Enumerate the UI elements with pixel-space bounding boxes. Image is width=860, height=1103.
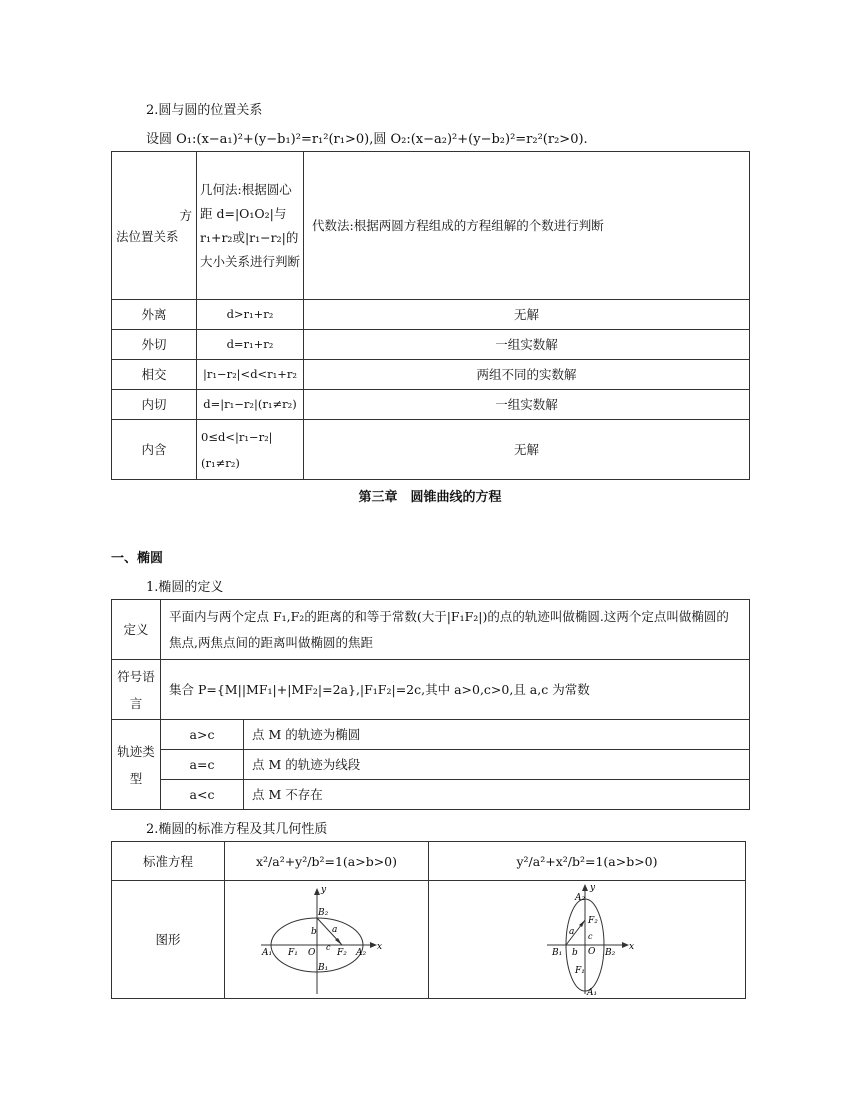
relation-cell: 外离 bbox=[112, 300, 197, 330]
vertical-ellipse-figure bbox=[429, 882, 745, 998]
x-axis-arrow bbox=[370, 942, 377, 948]
label-y: y bbox=[321, 884, 327, 895]
standard-equation-label: 标准方程 bbox=[112, 842, 225, 881]
label-B1: B₁ bbox=[318, 962, 329, 973]
relation-cell: 内含 bbox=[112, 420, 197, 480]
label-B2: B₂ bbox=[318, 907, 329, 918]
y-axis-arrow bbox=[314, 888, 320, 895]
label-a: a bbox=[569, 926, 575, 937]
algebraic-result-cell: 一组实数解 bbox=[304, 390, 750, 420]
label-c: c bbox=[588, 931, 593, 941]
figure-vertical-cell bbox=[429, 881, 746, 999]
label-F2: F₂ bbox=[337, 947, 347, 958]
y-axis-arrow bbox=[582, 884, 588, 891]
label-F1: F₁ bbox=[575, 965, 585, 976]
locus-condition-cell: a=c bbox=[161, 750, 244, 780]
label-x: x bbox=[377, 941, 383, 952]
geometric-condition-cell: d=r₁+r₂ bbox=[197, 330, 304, 360]
label-y: y bbox=[590, 882, 596, 893]
label-A2: A₂ bbox=[356, 947, 367, 958]
equation-vertical: y²/a²+x²/b²=1(a>b>0) bbox=[429, 842, 746, 881]
subsection-title-definition: 1.椭圆的定义 bbox=[146, 580, 224, 595]
circle-relation-table bbox=[111, 151, 750, 480]
label-O: O bbox=[588, 946, 596, 957]
algebraic-result-cell: 两组不同的实数解 bbox=[304, 360, 750, 390]
circle-setup-text: 设圆 O₁:(x−a₁)²+(y−b₁)²=r₁²(r₁>0),圆 O₂:(x−a₂)²+(y−b₂)²=r₂²(r₂>0). bbox=[146, 132, 588, 147]
definition-label: 定义 bbox=[112, 600, 161, 660]
label-A1: A₁ bbox=[262, 947, 273, 958]
label-O: O bbox=[308, 947, 316, 958]
horizontal-ellipse-figure bbox=[225, 882, 428, 998]
locus-result-cell: 点 M 的轨迹为椭圆 bbox=[244, 720, 750, 750]
locus-condition-cell: a>c bbox=[161, 720, 244, 750]
equation-horizontal: x²/a²+y²/b²=1(a>b>0) bbox=[225, 842, 429, 881]
ellipse-standard-table bbox=[111, 841, 746, 999]
locus-type-label: 轨迹类型 bbox=[112, 720, 161, 810]
label-A2: A₂ bbox=[575, 892, 586, 903]
part-title-ellipse: 一、椭圆 bbox=[111, 551, 164, 566]
symbol-language-text: 集合 P={M||MF₁|+|MF₂|=2a},|F₁F₂|=2c,其中 a>0,c>0,且 a,c 为常数 bbox=[161, 660, 750, 720]
algebraic-method-header: 代数法:根据两圆方程组成的方程组解的个数进行判断 bbox=[304, 152, 750, 300]
algebraic-result-cell: 无解 bbox=[304, 300, 750, 330]
label-F2: F₂ bbox=[588, 915, 598, 926]
relation-cell: 内切 bbox=[112, 390, 197, 420]
symbol-language-label: 符号语言 bbox=[112, 660, 161, 720]
label-c: c bbox=[326, 942, 331, 952]
algebraic-result-cell: 一组实数解 bbox=[304, 330, 750, 360]
subsection-title-standard-equation: 2.椭圆的标准方程及其几何性质 bbox=[146, 822, 328, 837]
definition-text: 平面内与两个定点 F₁,F₂的距离的和等于常数(大于|F₁F₂|)的点的轨迹叫做椭圆.这两个定点叫做椭圆的焦点,两焦点间的距离叫做椭圆的焦距 bbox=[161, 600, 750, 660]
geometric-condition-cell: 0≤d<|r₁−r₂|(r₁≠r₂) bbox=[197, 420, 304, 480]
table-corner-header: 方 法位置关系 bbox=[112, 152, 197, 300]
label-B2: B₂ bbox=[605, 947, 616, 958]
algebraic-result-cell: 无解 bbox=[304, 420, 750, 480]
figure-horizontal-cell bbox=[225, 881, 429, 999]
geometric-condition-cell: d=|r₁−r₂|(r₁≠r₂) bbox=[197, 390, 304, 420]
geometric-method-header: 几何法:根据圆心距 d=|O₁O₂|与 r₁+r₂或|r₁−r₂|的大小关系进行判断 bbox=[197, 152, 304, 300]
relation-cell: 外切 bbox=[112, 330, 197, 360]
locus-result-cell: 点 M 不存在 bbox=[244, 780, 750, 810]
locus-result-cell: 点 M 的轨迹为线段 bbox=[244, 750, 750, 780]
label-F1: F₁ bbox=[288, 947, 298, 958]
label-a: a bbox=[332, 924, 338, 935]
label-B1: B₁ bbox=[552, 947, 563, 958]
locus-condition-cell: a<c bbox=[161, 780, 244, 810]
label-b: b bbox=[572, 947, 578, 958]
relation-cell: 相交 bbox=[112, 360, 197, 390]
label-A1: A₁ bbox=[587, 987, 598, 998]
x-axis-arrow bbox=[622, 942, 629, 948]
geometric-condition-cell: d>r₁+r₂ bbox=[197, 300, 304, 330]
label-b: b bbox=[311, 926, 317, 937]
figure-label: 图形 bbox=[112, 881, 225, 999]
geometric-condition-cell: |r₁−r₂|<d<r₁+r₂ bbox=[197, 360, 304, 390]
section-title-circle-relation: 2.圆与圆的位置关系 bbox=[146, 103, 263, 118]
chapter-title: 第三章 圆锥曲线的方程 bbox=[358, 490, 502, 505]
ellipse-definition-table bbox=[111, 599, 750, 810]
label-x: x bbox=[629, 941, 635, 952]
